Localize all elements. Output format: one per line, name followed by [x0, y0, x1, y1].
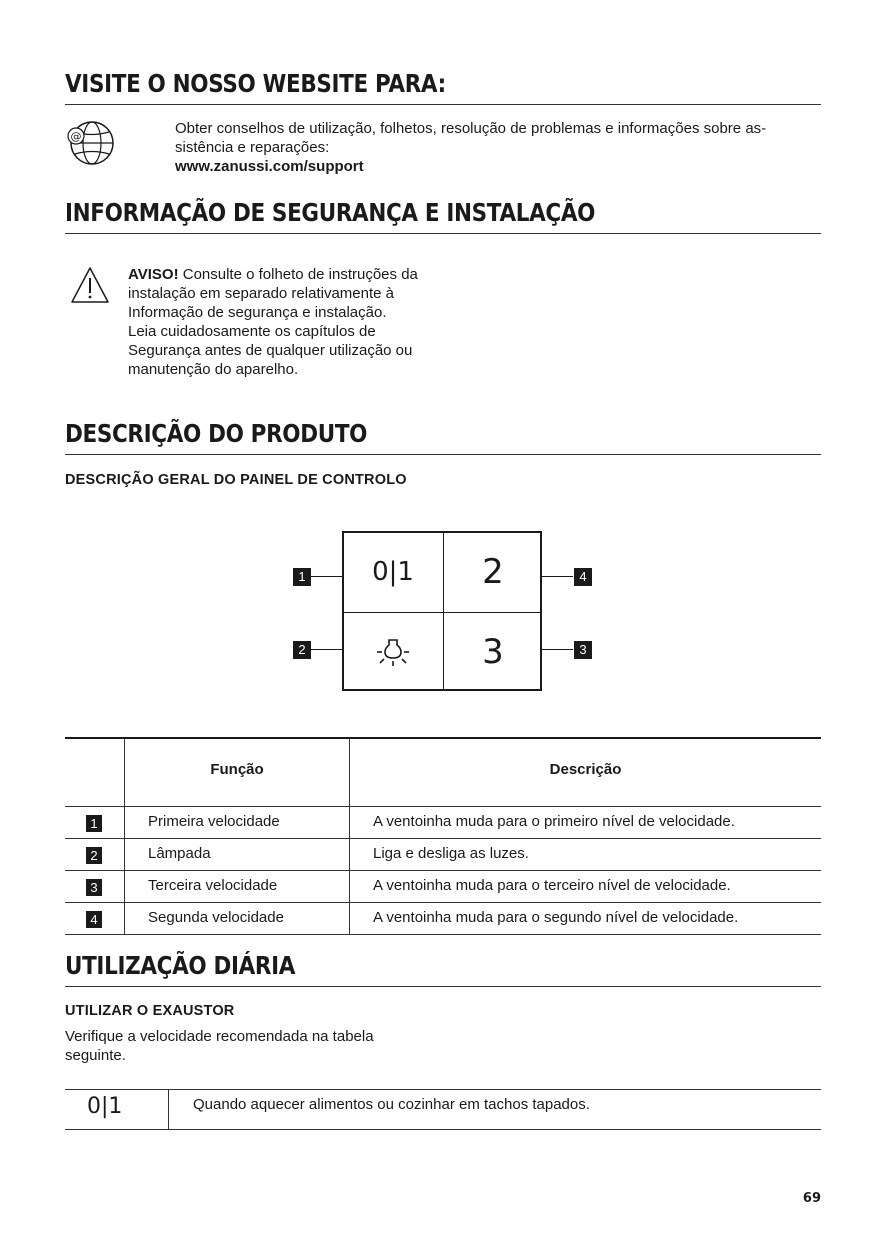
website-heading: VISITE O NOSSO WEBSITE PARA: [65, 69, 446, 98]
website-text: Obter conselhos de utilização, folhetos, resolução de problemas e informações sobre as-sistência e reparações: [175, 120, 767, 156]
speed-recommendation: Quando aquecer alimentos ou cozinhar em tachos tapados. [193, 1096, 590, 1113]
table-row [65, 870, 821, 902]
panel-button-speed-2[interactable]: 2 [482, 552, 504, 592]
panel-button-on-off[interactable]: 0|1 [372, 557, 414, 587]
control-panel [342, 531, 542, 691]
manual-page [65, 0, 821, 1241]
row-function: Lâmpada [148, 845, 211, 862]
row-function: Segunda velocidade [148, 909, 284, 926]
row-function: Terceira velocidade [148, 877, 278, 894]
lamp-icon [375, 636, 411, 668]
svg-text:@: @ [70, 130, 82, 143]
callout-1: 1 [293, 568, 311, 586]
support-link[interactable]: www.zanussi.com/support [175, 158, 364, 175]
row-description: A ventoinha muda para o primeiro nível de velocidade. [373, 813, 735, 830]
daily-heading: UTILIZAÇÃO DIÁRIA [65, 951, 296, 980]
table-row [65, 806, 821, 838]
warning-text-block [128, 265, 418, 379]
website-heading-rule [65, 104, 821, 105]
use-hood-subheading: UTILIZAR O EXAUSTOR [65, 1003, 235, 1019]
globe-at-icon [65, 118, 115, 168]
callout-4: 4 [574, 568, 592, 586]
callout-2: 2 [293, 641, 311, 659]
table-row [65, 902, 821, 934]
warning-triangle-icon [70, 266, 110, 304]
callout-1-leader [311, 576, 344, 577]
panel-button-speed-3[interactable]: 3 [482, 632, 504, 672]
daily-text: Verifique a velocidade recomendada na tabela seguinte. [65, 1028, 374, 1064]
product-heading-rule [65, 454, 821, 455]
table-row [65, 838, 821, 870]
row-function: Primeira velocidade [148, 813, 280, 830]
warning-label: AVISO! [128, 266, 179, 283]
header-function: Função [210, 761, 264, 778]
product-heading: DESCRIÇÃO DO PRODUTO [65, 419, 368, 448]
safety-heading-rule [65, 233, 821, 234]
row-description: Liga e desliga as luzes. [373, 845, 529, 862]
callout-3: 3 [574, 641, 592, 659]
row-number: 4 [86, 911, 102, 928]
callout-2-leader [311, 649, 344, 650]
speed-table [65, 1089, 821, 1130]
speed-symbol: 0|1 [87, 1094, 123, 1119]
row-description: A ventoinha muda para o segundo nível de velocidade. [373, 909, 739, 926]
row-number: 1 [86, 815, 102, 832]
callout-3-leader [540, 649, 573, 650]
row-number: 3 [86, 879, 102, 896]
panel-button-lamp[interactable] [344, 613, 442, 691]
warning-body: Consulte o folheto de instruções da instalação em separado relativamente à Informação de segurança e instalação. Leia cuidadosamente os capítulos de Segurança antes de qualquer utilização ou manutenção do aparelho. [128, 266, 418, 378]
safety-heading: INFORMAÇÃO DE SEGURANÇA E INSTALAÇÃO [65, 198, 596, 227]
row-description: A ventoinha muda para o terceiro nível de velocidade. [373, 877, 731, 894]
control-panel-subheading: DESCRIÇÃO GERAL DO PAINEL DE CONTROLO [65, 472, 407, 488]
callout-4-leader [540, 576, 573, 577]
header-description: Descrição [549, 761, 622, 778]
daily-heading-rule [65, 986, 821, 987]
row-number: 2 [86, 847, 102, 864]
page-number: 69 [802, 1191, 821, 1206]
